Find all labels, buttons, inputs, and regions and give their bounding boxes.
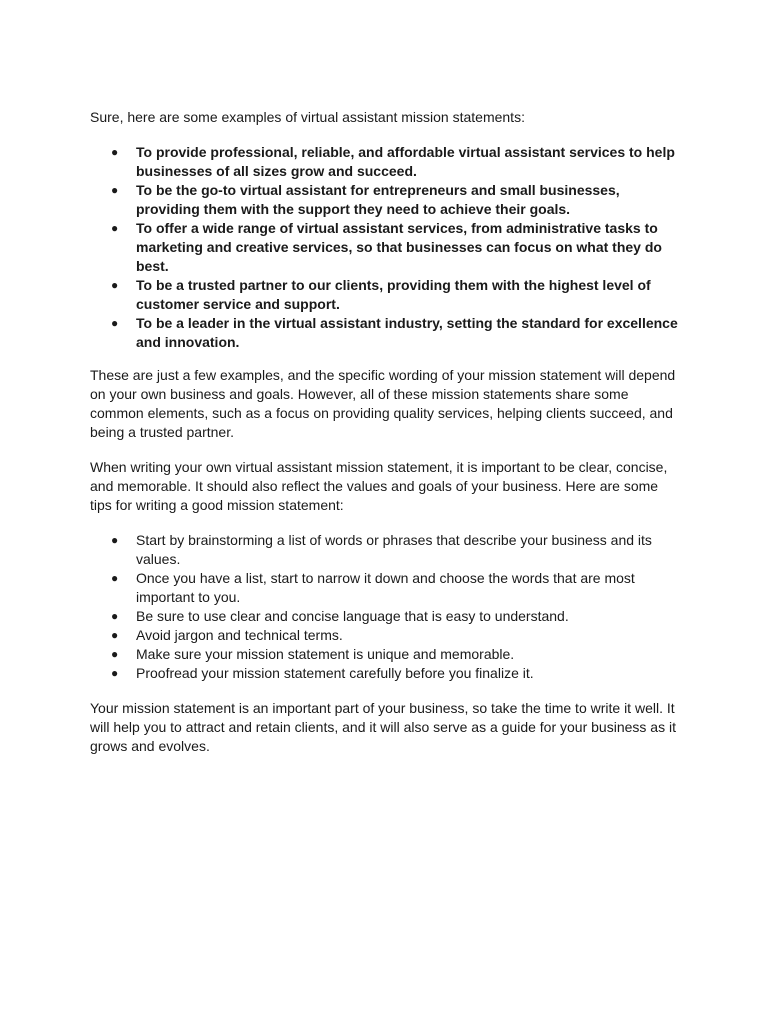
bullet-icon: ● xyxy=(111,316,119,330)
paragraph-writing-tips-intro: When writing your own virtual assistant mission statement, it is important to be clear, concise, and memorable. It should also reflect the values and goals of your business. Here are some tips for writing a good mission statement: xyxy=(90,459,668,513)
list-item xyxy=(90,645,682,664)
bullet-icon: ● xyxy=(111,183,119,197)
list-item xyxy=(90,143,682,181)
list-item-text: To be the go-to virtual assistant for entrepreneurs and small businesses, providing them with the support they need to achieve their goals. xyxy=(136,182,620,217)
list-item xyxy=(90,664,682,683)
list-item-text: Start by brainstorming a list of words or phrases that describe your business and its values. xyxy=(136,532,652,567)
list-item-text: To be a leader in the virtual assistant industry, setting the standard for excellence and innovation. xyxy=(136,315,678,350)
list-item-text: To provide professional, reliable, and affordable virtual assistant services to help businesses of all sizes grow and succeed. xyxy=(136,144,675,179)
document-page xyxy=(90,108,682,772)
list-item-text: To be a trusted partner to our clients, providing them with the highest level of customer service and support. xyxy=(136,277,651,312)
intro-text: Sure, here are some examples of virtual assistant mission statements: xyxy=(90,109,525,125)
bullet-icon: ● xyxy=(111,666,119,680)
list-item xyxy=(90,626,682,645)
list-item xyxy=(90,569,682,607)
bullet-icon: ● xyxy=(111,571,119,585)
list-item xyxy=(90,219,682,276)
list-item xyxy=(90,314,682,352)
bullet-icon: ● xyxy=(111,145,119,159)
bullet-icon: ● xyxy=(111,647,119,661)
mission-examples-list xyxy=(90,143,682,352)
list-item xyxy=(90,181,682,219)
bullet-icon: ● xyxy=(111,628,119,642)
list-item-text: Once you have a list, start to narrow it down and choose the words that are most important to you. xyxy=(136,570,635,605)
list-item xyxy=(90,276,682,314)
bullet-icon: ● xyxy=(111,278,119,292)
list-item-text: Make sure your mission statement is unique and memorable. xyxy=(136,646,515,662)
list-item-text: Proofread your mission statement carefully before you finalize it. xyxy=(136,665,534,681)
list-item xyxy=(90,531,682,569)
list-item-text: Be sure to use clear and concise language that is easy to understand. xyxy=(136,608,569,624)
list-item-text: Avoid jargon and technical terms. xyxy=(136,627,343,643)
bullet-icon: ● xyxy=(111,609,119,623)
list-item-text: To offer a wide range of virtual assistant services, from administrative tasks to marketing and creative services, so that businesses can focus on what they do best. xyxy=(136,220,662,274)
writing-tips-list xyxy=(90,531,682,683)
paragraph-conclusion: Your mission statement is an important part of your business, so take the time to write it well. It will help you to attract and retain clients, and it will also serve as a guide for your business as it grows and evolves. xyxy=(90,700,676,754)
paragraph-examples-note: These are just a few examples, and the specific wording of your mission statement will depend on your own business and goals. However, all of these mission statements share some common elements, such as a focus on providing quality services, helping clients succeed, and being a trusted partner. xyxy=(90,367,676,440)
bullet-icon: ● xyxy=(111,221,119,235)
list-item xyxy=(90,607,682,626)
bullet-icon: ● xyxy=(111,533,119,547)
